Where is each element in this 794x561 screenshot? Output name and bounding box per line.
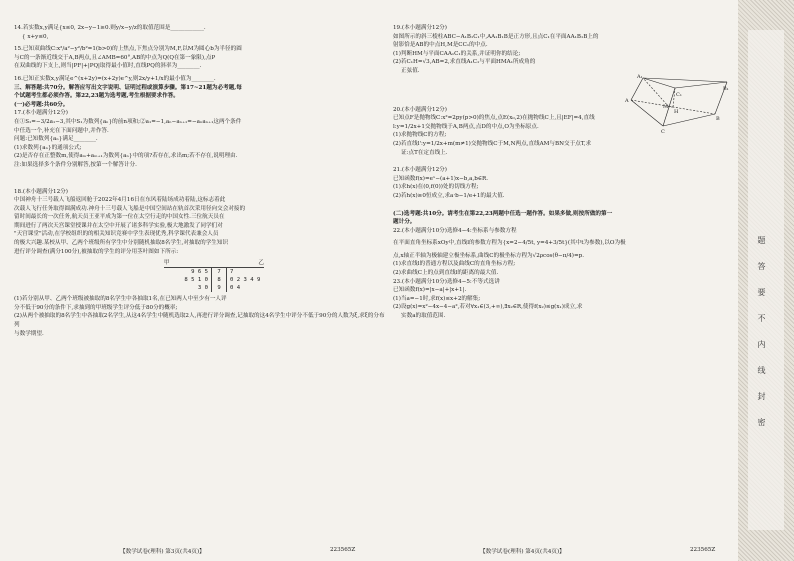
q17-note: 注:如果选择多个条件分别解答,按第一个解答计分. — [14, 161, 137, 168]
section3-heading-2: 个试题考生都必须作答。第22,23题为选考题,考生根据要求作答。 — [14, 93, 179, 100]
q15-line3: 在双曲线的下支上,则当|PF|+|PQ|取得最小值时,直线PQ的斜率为________. — [14, 63, 202, 70]
left-column — [14, 24, 386, 338]
stem-leaf-right-leaves: 0 2 3 4 9 — [230, 277, 261, 284]
q17-line1: 在①S₁=−3/2a₁−3,其中S₁为数列{aₙ}的前n项和;②a₁=−1,aₙ−aₙ₊₁=−aₙaₙ₊₁这两个条件 — [14, 118, 242, 125]
q22-title: 22.(本小题满分10分)选修4−4:坐标系与参数方程 — [393, 227, 517, 234]
fig-label: A — [625, 98, 629, 104]
stem-leaf-left-leaves: 9 6 5 — [191, 269, 208, 276]
page-footer-left: 【数学试卷(理科) 第3页(共4页)】 — [120, 549, 205, 555]
q19-line1: 如图所示的斜三棱柱ABC−A₁B₁C₁中,AA₁B₁B是正方形,且点C₁在平面AA₁B₁B上的 — [393, 33, 599, 40]
q17-part2: (2)是否存在正整数m,使得aₘ+aₘ₊₁为数列{aₙ}中的项?若存在,求出m;若不存在,说明理由. — [14, 153, 238, 160]
fig-label: C — [661, 129, 665, 135]
q18-line1: 中国神舟十三号载人飞船返回舱于2022年4月16日在东风着陆场成功着陆,这标志着此 — [14, 197, 226, 204]
stem-leaf-left-leaves: 3 0 — [197, 285, 208, 292]
stem-leaf-row — [164, 284, 386, 292]
page-code-right: 223565Z — [690, 547, 716, 553]
q20-part1: (1)求抛物线C的方程; — [393, 132, 447, 139]
optional-section-heading-cont: 题计分。 — [393, 219, 416, 226]
q19-part2: (2)若C₁H=√3,AB=2,求直线A₁C₁与平面HMA₁所成角的 — [393, 59, 536, 66]
q18-line5: "天宫课堂"活动,在学校组织的的相关知识竞赛中学生表现优秀,科学课代表兼会人员 — [14, 231, 219, 238]
q14-line1: 14.若实数x,y满足{x≤0, 2x−y−1≥0.则y/x−y/z的取值范围是____________. — [14, 25, 206, 31]
right-column — [393, 24, 733, 321]
fig-label: H — [674, 109, 679, 115]
q21-part1: (1)求h(x)在(0,f(0))处的切线方程; — [393, 184, 479, 191]
q23-part2: (2)设g(x)=x²−4x−4−a²,若对∀x₁∈(3,+∞),∃x₂∈R,使得f(x₂)≤g(x₁)成立,求 — [393, 304, 583, 311]
required-section-heading: (一)必考题:共60分。 — [14, 101, 69, 108]
stem-leaf-left-leaves: 8 5 1 0 — [184, 277, 208, 284]
section3-heading-1: 三、解答题:共70分。解答应写出文字说明、证明过程或演算步骤。第17~21题为必考题,每 — [14, 84, 242, 91]
q17-title: 17.(本小题满分12分) — [14, 110, 68, 117]
q22-part1: (1)求直线l的普通方程以及曲线C的直角坐标方程; — [393, 261, 516, 268]
q20-line1: 已知点F是抛物线C:x²=2py(p>0)的焦点,点E(x₀,2)在抛物线C上,且|EF|=4,直线 — [393, 115, 595, 122]
q17-line3: 问题:已知数列{aₙ}满足________. — [14, 136, 98, 143]
q17-part1: (1)求数列{aₙ}的通项公式; — [14, 144, 82, 151]
q23-part2-cont: 实数a的取值范围. — [401, 313, 446, 320]
q18-line6: 的极大兴趣.某校从甲、乙两个班级所有学生中分别随机抽取8名学生,对抽取的学生知识 — [14, 240, 229, 247]
stem-leaf-right-leaves: 7 — [230, 269, 234, 276]
q18-line2: 次载人飞行任务取得圆满成功.神舟十三号载人飞船是中国空间站在轨首次采用径向交会对接的 — [14, 205, 246, 212]
q20-part2: (2)若直线l':y=1/2x+m(m≠1)交抛物线C于M,N两点,直线AM与BN交于点T,求 — [393, 140, 592, 147]
q15-line2: 与C的一条渐近线交于A,B两点,且∠AMB=60°,AB的中点为Q(Q在第一象限),点P — [14, 54, 216, 61]
q19-part2-cont: 正弦值. — [401, 67, 420, 74]
q18-part2-line1: (2)从两个被抽取的8名学生中各抽取2名学生,从这4名学生中随机选取2人,再进行评分调查,记抽取的这4名学生中评分不低于90分的人数为ξ,求ξ的分布列 — [14, 313, 385, 329]
q22-line2: 点,x轴正半轴为极轴建立极坐标系,曲线C的极坐标方程为√2ρcos(θ−π/4)=p. — [393, 252, 585, 259]
q14-line2: { x+y≤0, — [22, 33, 49, 40]
q21-title: 21.(本小题满分12分) — [393, 167, 447, 174]
q18-line3: 留时间最长的一次任务,航天员王亚平成为第一位在太空行走的中国女性.三位航天员在 — [14, 214, 225, 221]
fig-label: A₁ — [637, 74, 643, 80]
stem-leaf-row — [164, 276, 386, 284]
q22-line1: 在平面直角坐标系xOy中,直线l的参数方程为{x=2−4/5t, y=4+3/5t}(其中t为参数),以O为极 — [393, 240, 626, 247]
q18-part2-line2: 与数学期望. — [14, 330, 44, 337]
seal-line-char: 题 — [757, 236, 766, 244]
stem-leaf-stem: 8 — [211, 276, 227, 284]
q18-line4: 期间进行了两次天宫课堂授课并在太空中开展了诸多科学实验,极大地激发了同学们对 — [14, 222, 223, 229]
stem-leaf-stem: 7 — [211, 268, 227, 276]
q18-line7: 进行评分调查(满分100分),被抽取的学生的评分用茎叶图如下所示: — [14, 248, 179, 255]
stem-leaf-left-label: 甲 — [164, 260, 170, 267]
q20-part2-cont: 证:点T在定直线上. — [401, 149, 448, 156]
q21-line1: 已知函数f(x)=eˣ−(a+1)x−b,a,b∈R. — [393, 175, 488, 182]
seal-line-char: 内 — [757, 340, 766, 348]
seal-line-char: 封 — [757, 392, 766, 400]
q16-line: 16.已知正实数x,y满足e^(x+2y)=(x+2y)e^y,则2x/y+1/x的最小值为________. — [14, 75, 216, 82]
stem-leaf-stem: 9 — [211, 284, 227, 292]
stem-leaf-right-label: 乙 — [258, 260, 264, 267]
seal-line-char: 不 — [757, 314, 766, 322]
fig-label: B₁ — [723, 86, 729, 92]
seal-line-char: 要 — [757, 288, 766, 296]
q23-title: 23.(本小题满分10分)选修4−5:不等式选讲 — [393, 278, 500, 285]
q18-part1-line1: (1)若分别从甲、乙两个班级被抽取的8名学生中各抽取1名,在已知两人中至少有一人评 — [14, 296, 227, 303]
q19-line2: 射影恰是AB的中点H,M是CC₁的中点. — [393, 42, 488, 49]
q23-line1: 已知函数f(x)=|x−a|+|x+1|. — [393, 287, 467, 294]
optional-section-heading: (二)选考题:共10分。请考生在第22,23两题中任选一题作答。如果多做,则按所做的第一 — [393, 210, 613, 217]
q15-line1: 15.已知双曲线C:x²/a²−y²/b²=1(b>0)的上焦点,下焦点分别为M,F,以M为圆心b为半径的圆 — [14, 46, 242, 53]
stem-leaf-right-leaves: 0 4 — [230, 285, 241, 292]
fig-label: C₁ — [676, 92, 682, 98]
prism-figure — [623, 70, 731, 136]
q21-part2: (2)若h(x)≥0恒成立,求a·b−1/e+1的最大值. — [393, 192, 505, 199]
q17-line2: 中任选一个,补充在下面问题中,并作答. — [14, 127, 109, 134]
q23-part1: (1)当a=−1时,求f(x)≤x+2的解集; — [393, 295, 481, 302]
fig-label: M — [663, 104, 669, 110]
seal-line-char: 答 — [757, 262, 766, 270]
page-footer-right: 【数学试卷(理科) 第4页(共4页)】 — [480, 549, 565, 555]
seal-line-char: 线 — [757, 366, 766, 374]
seal-line-char: 密 — [757, 418, 766, 426]
q19-part1: (1)判断HM与平面CAA₁C₁的关系,并证明你的结论; — [393, 50, 521, 57]
seal-line-band — [748, 30, 784, 530]
q18-title: 18.(本小题满分12分) — [14, 188, 68, 195]
q19-title: 19.(本小题满分12分) — [393, 25, 447, 31]
stem-leaf-row — [164, 268, 386, 276]
q20-line2: l:y=1/2x+1交抛物线于A,B两点,点D的中点,O为坐标原点. — [393, 123, 539, 130]
fig-label: B — [716, 116, 720, 122]
q20-title: 20.(本小题满分12分) — [393, 106, 447, 113]
seal-line-strip — [738, 0, 794, 561]
q22-part2: (2)求曲线C上的点到直线l的距离的最大值. — [393, 270, 499, 277]
q18-part1-line2: 分不低于90分的条件下,求抽到的甲班级学生评分低于80分的概率; — [14, 304, 178, 311]
stem-leaf-plot — [164, 259, 386, 292]
page-code-left: 223565Z — [330, 547, 356, 553]
